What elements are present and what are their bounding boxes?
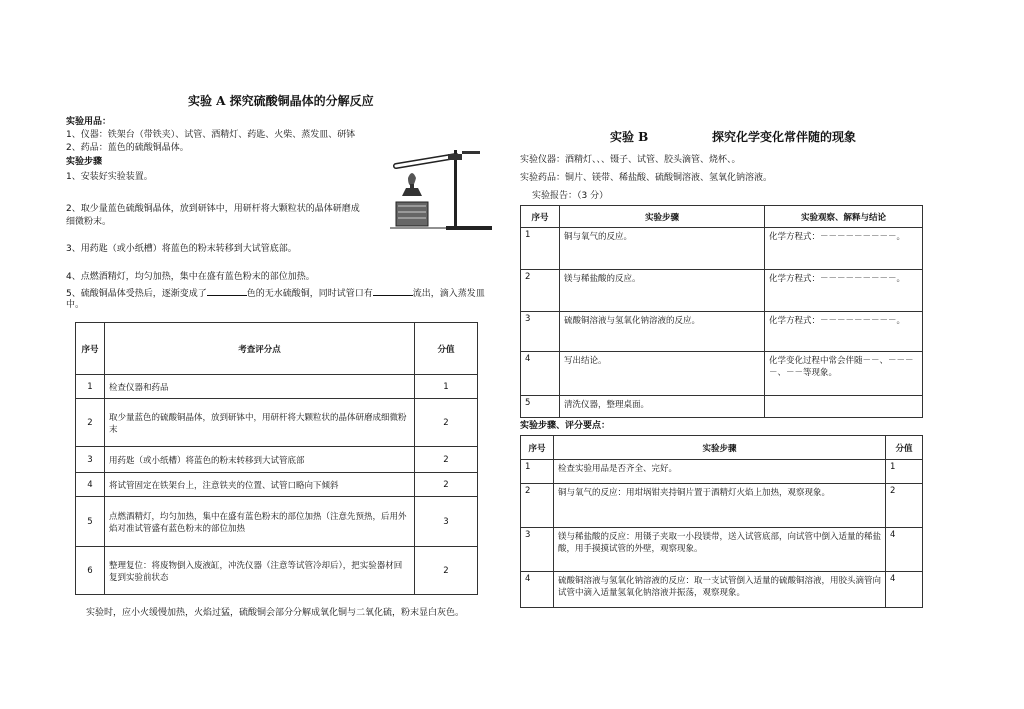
blank-color (207, 286, 247, 296)
row-no: 3 (521, 528, 554, 572)
table-row (521, 396, 923, 418)
table-row (521, 528, 923, 572)
row-no: 6 (76, 547, 105, 595)
col-step: 实验步骤 (554, 436, 886, 460)
col-result: 实验观察、解释与结论 (765, 206, 923, 228)
exp-b-scoring-label: 实验步骤、评分要点： (520, 421, 611, 431)
exp-a-material-1: 1、仪器：铁架台（带铁夹）、试管、酒精灯、药匙、火柴、蒸发皿、研钵 (66, 130, 356, 140)
exp-a-step-3: 3、用药匙（或小纸槽）将蓝色的粉末转移到大试管底部。 (66, 244, 297, 254)
exp-b-scoring-table (520, 435, 923, 608)
table-row (521, 484, 923, 528)
row-score: 2 (415, 473, 478, 497)
row-score: 4 (886, 528, 923, 572)
row-no: 4 (521, 572, 554, 608)
row-result: 化学方程式：－－－－－－－－－。 (765, 228, 923, 270)
row-score: 4 (886, 572, 923, 608)
row-point: 点燃酒精灯，均匀加热，集中在盛有蓝色粉末的部位加热（注意先预热，后用外焰对准试管盛有蓝色粉末的部位加热 (105, 497, 415, 547)
row-no: 1 (521, 460, 554, 484)
row-score: 2 (415, 399, 478, 447)
exp-a-step-1: 1、安装好实验装置。 (66, 172, 153, 182)
row-step: 检查实验用品是否齐全、完好。 (554, 460, 886, 484)
row-result: 化学方程式：－－－－－－－－－。 (765, 312, 923, 352)
exp-a-step-2-cont: 细微粉末。 (66, 217, 112, 227)
row-step: 硫酸铜溶液与氢氧化钠溶液的反应：取一支试管倒入适量的硫酸铜溶液，用胶头滴管向试管中滴入适量氢氧化钠溶液并振荡，观察现象。 (554, 572, 886, 608)
table-row (76, 547, 478, 595)
row-step: 写出结论。 (560, 352, 765, 396)
col-no: 序号 (76, 323, 105, 375)
exp-b-reagents: 实验药品：铜片、镁带、稀盐酸、硫酸铜溶液、氢氧化钠溶液。 (520, 173, 773, 183)
row-score: 1 (415, 375, 478, 399)
row-no: 3 (76, 447, 105, 473)
row-step: 镁与稀盐酸的反应：用镊子夹取一小段镁带，送入试管底部，向试管中倒入适量的稀盐酸，用手摸摸试管的外壁，观察现象。 (554, 528, 886, 572)
row-score: 3 (415, 497, 478, 547)
row-step: 铜与氧气的反应。 (560, 228, 765, 270)
exp-a-step-2: 2、取少量蓝色硫酸铜晶体，放到研钵中，用研杆将大颗粒状的晶体研磨成 (66, 204, 360, 214)
row-no: 2 (76, 399, 105, 447)
row-no: 2 (521, 484, 554, 528)
step5-text-1: 5、硫酸铜晶体受热后，逐渐变成了 (66, 289, 207, 299)
row-score: 2 (886, 484, 923, 528)
table-row (521, 312, 923, 352)
table-row (521, 572, 923, 608)
blank-liquid (373, 286, 413, 296)
row-no: 2 (521, 270, 560, 312)
table-row (76, 399, 478, 447)
table-row (521, 228, 923, 270)
row-point: 检查仪器和药品 (105, 375, 415, 399)
row-no: 5 (521, 396, 560, 418)
col-no: 序号 (521, 436, 554, 460)
row-point: 整理复位：将废物倒入废液缸，冲洗仪器（注意等试管冷却后），把实验器材回复到实验前状态 (105, 547, 415, 595)
exp-a-step-5-cont: 中。 (66, 300, 85, 310)
col-point: 考查评分点 (105, 323, 415, 375)
row-result (765, 396, 923, 418)
exp-b-title-left: 实验 B (610, 130, 649, 144)
exp-b-title-right: 探究化学变化常伴随的现象 (712, 130, 857, 144)
exp-a-score-table (75, 322, 478, 595)
exp-a-steps-heading: 实验步骤 (66, 157, 103, 167)
col-score: 分值 (886, 436, 923, 460)
table-row (76, 497, 478, 547)
exp-a-material-2: 2、药品：蓝色的硫酸铜晶体。 (66, 143, 189, 153)
row-no: 5 (76, 497, 105, 547)
row-step: 镁与稀盐酸的反应。 (560, 270, 765, 312)
row-result: 化学变化过程中常会伴随－－、－－－－、－－等现象。 (765, 352, 923, 396)
exp-a-step-4: 4、点燃酒精灯，均匀加热，集中在盛有蓝色粉末的部位加热。 (66, 272, 315, 282)
row-point: 取少量蓝色的硫酸铜晶体，放到研钵中，用研杆将大颗粒状的晶体研磨成细微粉末 (105, 399, 415, 447)
row-no: 4 (76, 473, 105, 497)
table-row (521, 460, 923, 484)
row-score: 1 (886, 460, 923, 484)
exp-b-instruments: 实验仪器：酒精灯、、、镊子、试管、胶头滴管、烧杯、。 (520, 155, 741, 165)
heating-apparatus-illustration (388, 146, 498, 232)
row-no: 3 (521, 312, 560, 352)
exp-a-step-5 (66, 286, 485, 301)
exp-b-report-label: 实验报告：（3 分） (532, 191, 609, 201)
row-step: 铜与氧气的反应：用坩埚钳夹持铜片置于酒精灯火焰上加热，观察现象。 (554, 484, 886, 528)
table-row (76, 375, 478, 399)
col-score: 分值 (415, 323, 478, 375)
col-no: 序号 (521, 206, 560, 228)
row-no: 1 (521, 228, 560, 270)
table-row (76, 473, 478, 497)
exp-a-materials-heading: 实验用品： (66, 117, 112, 127)
row-score: 2 (415, 447, 478, 473)
table-row (521, 270, 923, 312)
row-step: 硫酸铜溶液与氢氧化钠溶液的反应。 (560, 312, 765, 352)
table-row (521, 352, 923, 396)
exp-a-title: 实验 A 探究硫酸铜晶体的分解反应 (188, 94, 374, 108)
col-step: 实验步骤 (560, 206, 765, 228)
row-result: 化学方程式：－－－－－－－－－。 (765, 270, 923, 312)
table-row (76, 447, 478, 473)
row-step: 清洗仪器，整理桌面。 (560, 396, 765, 418)
exp-b-report-table (520, 205, 923, 418)
exp-a-note: 实验时，应小火缓慢加热，火焰过猛，硫酸铜会部分分解成氧化铜与二氧化硫，粉末显白灰色。 (86, 608, 465, 618)
step5-text-2: 色的无水硫酸铜，同时试管口有 (246, 289, 373, 299)
row-point: 用药匙（或小纸槽）将蓝色的粉末转移到大试管底部 (105, 447, 415, 473)
row-no: 1 (76, 375, 105, 399)
row-score: 2 (415, 547, 478, 595)
step5-text-3: 流出，滴入蒸发皿 (412, 289, 485, 299)
row-no: 4 (521, 352, 560, 396)
row-point: 将试管固定在铁架台上，注意铁夹的位置、试管口略向下倾斜 (105, 473, 415, 497)
